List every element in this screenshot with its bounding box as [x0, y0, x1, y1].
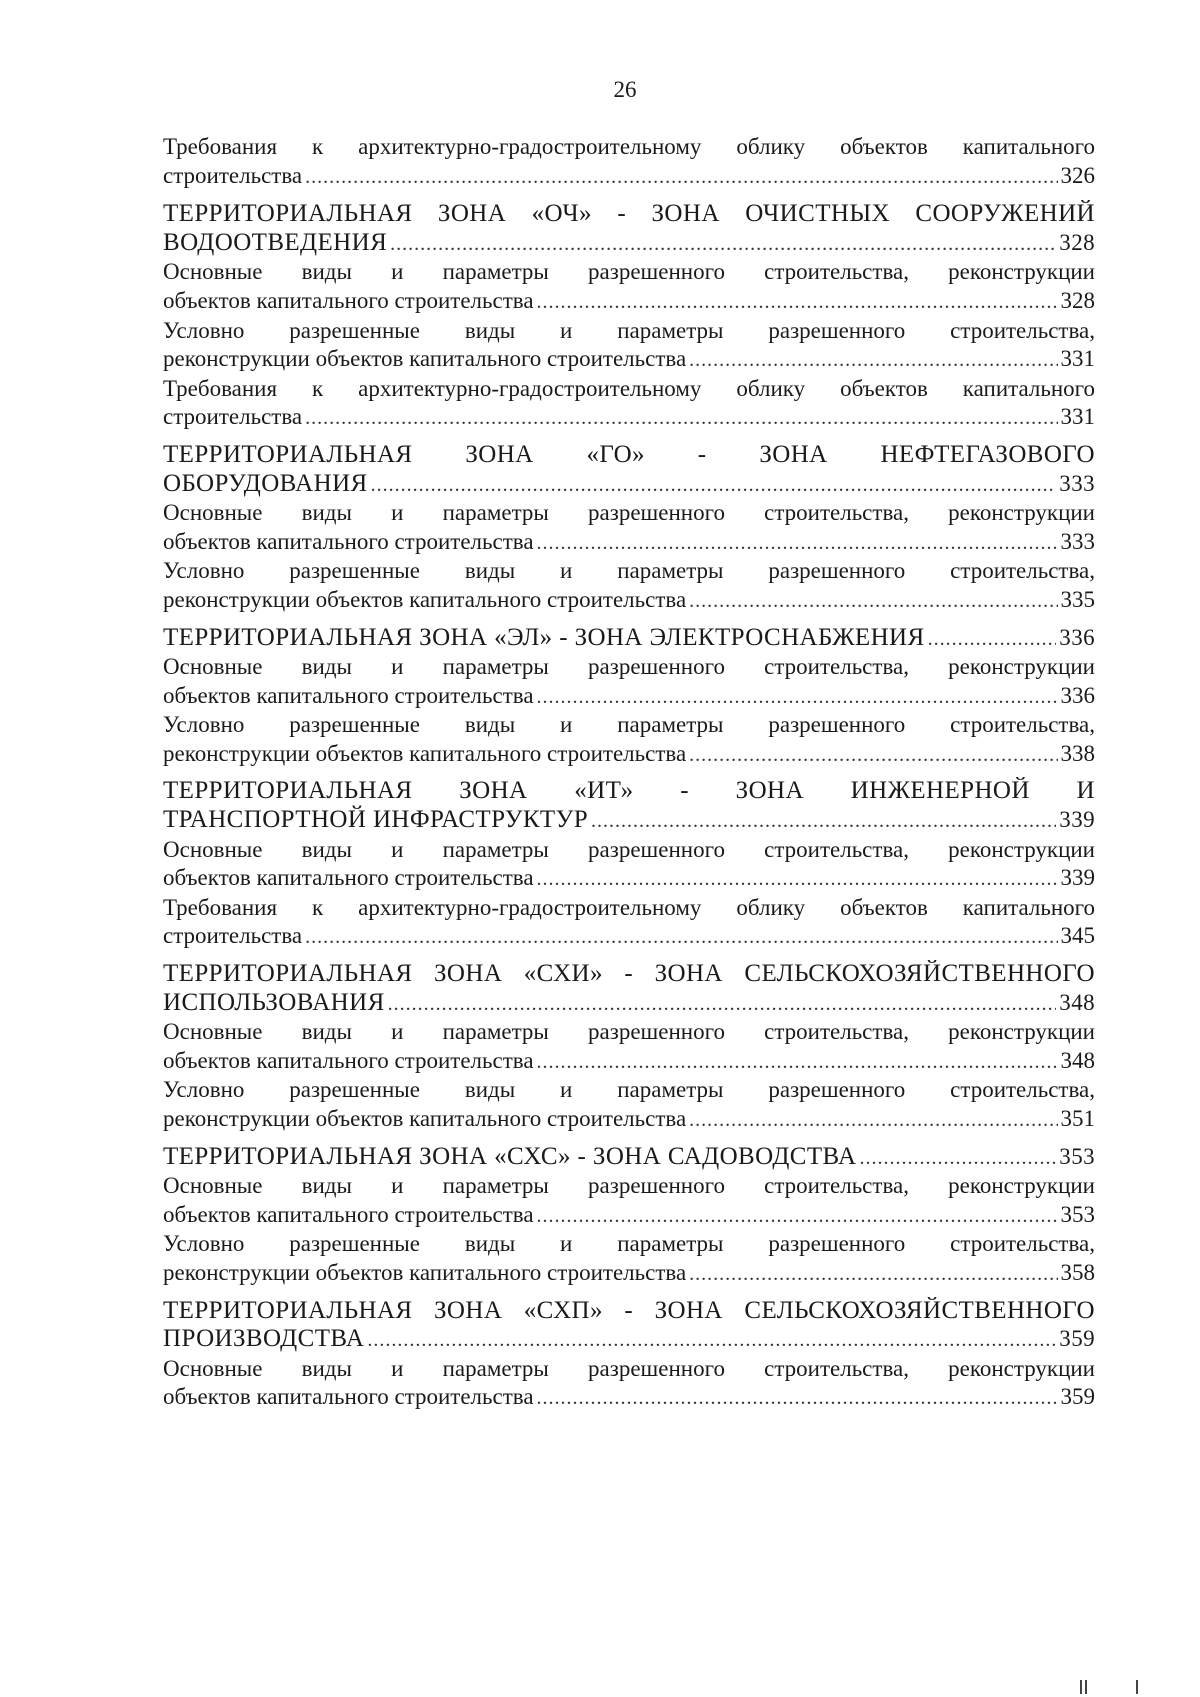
toc-zone-entry [163, 624, 1095, 654]
toc-page-number: 359 [1059, 1326, 1095, 1352]
toc-entry-title-line: ТЕРРИТОРИАЛЬНАЯ ЗОНА «ГО» - ЗОНА НЕФТЕГАЗОВОГО [163, 440, 1095, 468]
toc-entry-line [163, 1201, 1095, 1231]
toc-page-number: 336 [1060, 682, 1095, 708]
toc-entry-title-line: Условно разрешенные виды и параметры разрешенного строительства, [163, 1077, 1095, 1103]
toc-entry-line [163, 229, 1095, 259]
dot-leader [537, 865, 1058, 894]
dot-leader [371, 471, 1057, 500]
toc-entry-line [163, 989, 1095, 1019]
dot-leader [305, 404, 1057, 433]
dot-leader [689, 346, 1057, 375]
toc-entry-line [163, 528, 1095, 558]
toc-entry-line [163, 403, 1095, 433]
toc-entry-line [163, 1143, 1095, 1173]
toc-page-number: 348 [1060, 1047, 1095, 1073]
toc-entry-title-line: Условно разрешенные виды и параметры разрешенного строительства, [163, 712, 1095, 738]
dot-leader [689, 587, 1057, 616]
toc-entry-line [163, 470, 1095, 500]
toc-subsection-entry [163, 1355, 1095, 1413]
toc-entry-title-continuation: объектов капитального строительства [163, 1384, 534, 1410]
toc-subsection-entry [163, 894, 1095, 952]
toc-entry-line [163, 1383, 1095, 1413]
toc-entry-title-line: Условно разрешенные виды и параметры разрешенного строительства, [163, 558, 1095, 584]
toc-subsection-entry [163, 499, 1095, 557]
dot-leader [537, 1048, 1058, 1077]
toc-page-number: 328 [1060, 287, 1095, 313]
toc-entry-title-continuation: объектов капитального строительства [163, 682, 534, 708]
dot-leader [537, 288, 1058, 317]
toc-entry-title-continuation: ИСПОЛЬЗОВАНИЯ [163, 988, 385, 1016]
toc-subsection-entry [163, 258, 1095, 316]
toc-entry-title-continuation: ПРОИЗВОДСТВА [163, 1325, 365, 1353]
toc-zone-entry [163, 1143, 1095, 1173]
toc-page-number: 338 [1060, 740, 1095, 766]
toc-entry-line [163, 1105, 1095, 1135]
toc-entry-title-line: Основные виды и параметры разрешенного строительства, реконструкции [163, 500, 1095, 526]
toc-zone-entry [163, 960, 1095, 1018]
toc-entry-title-continuation: объектов капитального строительства [163, 865, 534, 891]
toc-page-number: 333 [1059, 470, 1095, 496]
dot-leader [591, 807, 1056, 836]
toc-entry-line [163, 922, 1095, 952]
toc-entry-title: ТЕРРИТОРИАЛЬНАЯ ЗОНА «ЭЛ» - ЗОНА ЭЛЕКТРОСНАБЖЕНИЯ [163, 623, 925, 651]
toc-page-number: 328 [1059, 229, 1095, 255]
toc-page-number: 353 [1060, 1201, 1095, 1227]
toc-entry-title-line: Основные виды и параметры разрешенного строительства, реконструкции [163, 1019, 1095, 1045]
toc-entry-line [163, 287, 1095, 317]
toc-page-number: 358 [1060, 1259, 1095, 1285]
toc-entry-line [163, 740, 1095, 770]
toc-entry-title-line: Основные виды и параметры разрешенного строительства, реконструкции [163, 259, 1095, 285]
toc-subsection-entry [163, 653, 1095, 711]
toc-page-number: 345 [1060, 923, 1095, 949]
toc-entry-line [163, 345, 1095, 375]
toc-zone-entry [163, 441, 1095, 499]
dot-leader [388, 990, 1057, 1019]
toc-subsection-entry [163, 557, 1095, 615]
dot-leader [367, 1326, 1056, 1355]
toc-entry-title-line: ТЕРРИТОРИАЛЬНАЯ ЗОНА «ИТ» - ЗОНА ИНЖЕНЕРНОЙ И [163, 777, 1095, 805]
toc-entry-line [163, 864, 1095, 894]
toc-page-number: 339 [1060, 865, 1095, 891]
page-number: 26 [613, 77, 637, 102]
dot-leader [860, 1144, 1057, 1173]
toc-page-number: 333 [1060, 528, 1095, 554]
toc-page-number: 353 [1059, 1143, 1095, 1169]
toc-entry-line [163, 162, 1095, 192]
toc-entry-line [163, 1047, 1095, 1077]
toc-page-number: 348 [1059, 989, 1095, 1015]
toc-page-number: 359 [1060, 1384, 1095, 1410]
toc-entry-title: ТЕРРИТОРИАЛЬНАЯ ЗОНА «СХС» - ЗОНА САДОВОДСТВА [163, 1142, 857, 1170]
toc-entry-title-line: Требования к архитектурно-градостроительному облику объектов капитального [163, 894, 1095, 920]
toc-page-number: 339 [1059, 807, 1095, 833]
toc-entry-title-line: Требования к архитектурно-градостроительному облику объектов капитального [163, 375, 1095, 401]
toc-entry-title-continuation: реконструкции объектов капитального строительства [163, 586, 687, 612]
dot-leader [305, 923, 1057, 952]
toc-entry-title-continuation: объектов капитального строительства [163, 287, 534, 313]
toc-entry-title-continuation: ТРАНСПОРТНОЙ ИНФРАСТРУКТУР [163, 806, 589, 834]
toc-zone-entry [163, 1297, 1095, 1355]
dot-leader [390, 230, 1056, 259]
dot-leader [689, 1260, 1057, 1289]
dot-leader [928, 625, 1057, 654]
table-of-contents [163, 133, 1095, 1413]
toc-entry-title-continuation: строительства [163, 162, 303, 188]
toc-entry-title-line: Основные виды и параметры разрешенного строительства, реконструкции [163, 654, 1095, 680]
toc-entry-line [163, 682, 1095, 712]
toc-page-number: 335 [1060, 586, 1095, 612]
toc-entry-title-continuation: ОБОРУДОВАНИЯ [163, 469, 368, 497]
toc-subsection-entry [163, 1172, 1095, 1230]
toc-entry-title-line: Условно разрешенные виды и параметры разрешенного строительства, [163, 1231, 1095, 1257]
toc-entry-title-continuation: объектов капитального строительства [163, 528, 534, 554]
toc-entry-title-continuation: объектов капитального строительства [163, 1201, 534, 1227]
toc-entry-title-continuation: объектов капитального строительства [163, 1047, 534, 1073]
toc-entry-title-line: Основные виды и параметры разрешенного строительства, реконструкции [163, 1355, 1095, 1381]
toc-entry-line [163, 586, 1095, 616]
toc-entry-line [163, 1325, 1095, 1355]
toc-entry-line [163, 1259, 1095, 1289]
toc-entry-title-continuation: ВОДООТВЕДЕНИЯ [163, 228, 388, 256]
toc-entry-title-line: Требования к архитектурно-градостроительному облику объектов капитального [163, 134, 1095, 159]
toc-entry-line [163, 806, 1095, 836]
toc-entry-title-continuation: строительства [163, 404, 303, 430]
toc-page-number: 336 [1059, 624, 1095, 650]
toc-entry-title-continuation: реконструкции объектов капитального строительства [163, 1106, 687, 1131]
toc-entry-title-continuation: реконструкции объектов капитального строительства [163, 1259, 687, 1285]
toc-entry-title-line: ТЕРРИТОРИАЛЬНАЯ ЗОНА «СХП» - ЗОНА СЕЛЬСКОХОЗЯЙСТВЕННОГО [163, 1296, 1095, 1324]
toc-subsection-entry [163, 1018, 1095, 1076]
toc-page-number: 331 [1060, 404, 1095, 430]
toc-subsection-entry [163, 133, 1095, 191]
toc-page-number: 326 [1060, 162, 1095, 188]
dot-leader [537, 529, 1058, 558]
toc-entry-title-continuation: реконструкции объектов капитального строительства [163, 346, 687, 372]
dot-leader [689, 741, 1057, 770]
toc-entry-title-line: ТЕРРИТОРИАЛЬНАЯ ЗОНА «СХИ» - ЗОНА СЕЛЬСКОХОЗЯЙСТВЕННОГО [163, 960, 1095, 988]
toc-subsection-entry [163, 1230, 1095, 1288]
toc-zone-entry [163, 777, 1095, 835]
dot-leader [689, 1106, 1057, 1135]
toc-entry-title-line: Условно разрешенные виды и параметры разрешенного строительства, [163, 317, 1095, 343]
scan-artifact-marks [1080, 1680, 1140, 1694]
toc-subsection-entry [163, 836, 1095, 894]
toc-subsection-entry [163, 317, 1095, 375]
toc-entry-title-continuation: строительства [163, 923, 303, 949]
toc-subsection-entry [163, 375, 1095, 433]
dot-leader [537, 683, 1058, 712]
toc-subsection-entry [163, 711, 1095, 769]
toc-page-number: 331 [1060, 346, 1095, 372]
toc-entry-line [163, 624, 1095, 654]
toc-subsection-entry [163, 1076, 1095, 1134]
toc-page-number: 351 [1060, 1106, 1095, 1131]
toc-entry-title-line: Основные виды и параметры разрешенного строительства, реконструкции [163, 1173, 1095, 1199]
dot-leader [537, 1384, 1058, 1413]
dot-leader [305, 163, 1057, 192]
toc-zone-entry [163, 200, 1095, 258]
toc-entry-title-continuation: реконструкции объектов капитального строительства [163, 740, 687, 766]
dot-leader [537, 1202, 1058, 1231]
toc-entry-title-line: Основные виды и параметры разрешенного строительства, реконструкции [163, 836, 1095, 862]
toc-entry-title-line: ТЕРРИТОРИАЛЬНАЯ ЗОНА «ОЧ» - ЗОНА ОЧИСТНЫХ СООРУЖЕНИЙ [163, 200, 1095, 228]
